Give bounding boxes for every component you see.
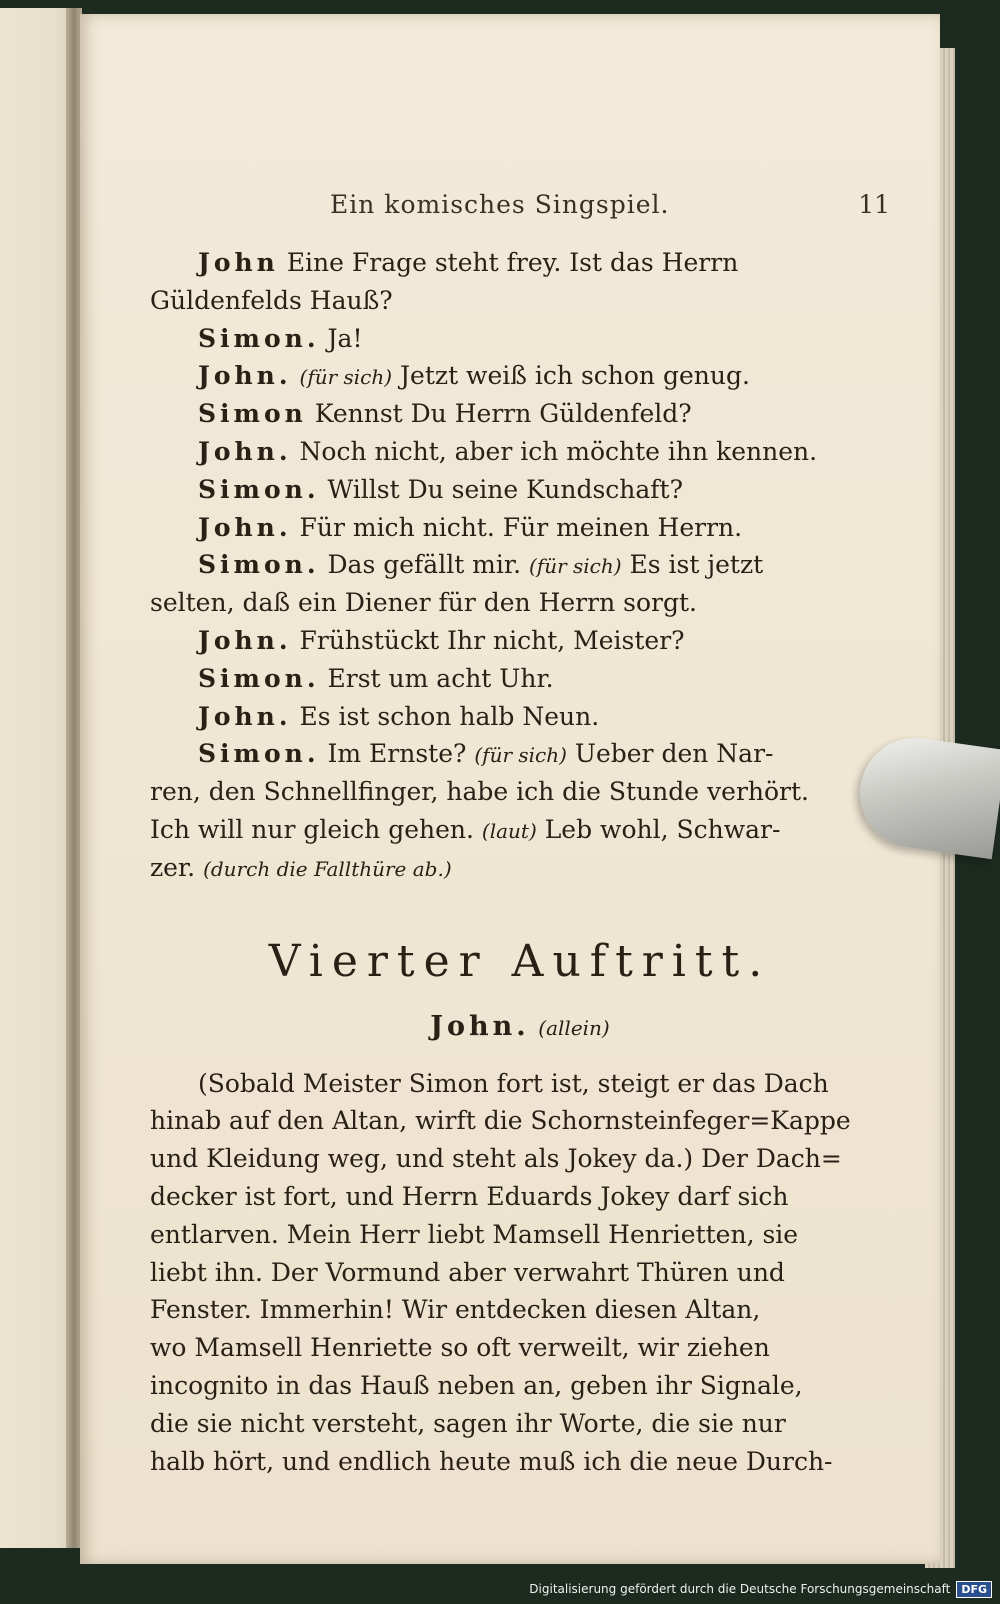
- line-text: Ich will nur gleich gehen.: [150, 814, 474, 844]
- speaker-name: Simon.: [198, 550, 320, 580]
- page-number: 11: [858, 190, 890, 219]
- stage-direction: (für sich): [474, 743, 567, 768]
- text-line: [150, 1443, 890, 1481]
- scene-direction: (allein): [538, 1015, 610, 1040]
- speaker-name: John.: [198, 361, 292, 391]
- line-text: incognito in das Hauß neben an, geben ihr Signale,: [150, 1370, 803, 1400]
- line-text: Noch nicht, aber ich möchte ihn kennen.: [299, 436, 818, 466]
- line-text: Es ist schon halb Neun.: [299, 701, 600, 731]
- line-text: wo Mamsell Henriette so oft verweilt, wir ziehen: [150, 1333, 770, 1363]
- text-line: [150, 1291, 890, 1329]
- running-title: Ein komisches Singspiel.: [330, 190, 670, 219]
- text-line: [150, 1140, 890, 1178]
- line-text: Leb wohl, Schwar-: [544, 814, 781, 844]
- text-line: [150, 357, 890, 395]
- line-text: Ja!: [327, 323, 363, 353]
- line-text: und Kleidung weg, und steht als Jokey da.) Der Dach=: [150, 1144, 842, 1174]
- text-line: [150, 1216, 890, 1254]
- text-line: [150, 509, 890, 547]
- line-text: ren, den Schnellfinger, habe ich die Stunde verhört.: [150, 777, 809, 807]
- text-line: [150, 282, 890, 320]
- dfg-logo-icon: DFG: [956, 1581, 992, 1598]
- scene-subheading: [150, 999, 890, 1055]
- text-line: [150, 433, 890, 471]
- text-line: [150, 395, 890, 433]
- speaker-name: Simon.: [198, 739, 320, 769]
- speaker-name: Simon.: [198, 663, 320, 693]
- text-line: [150, 660, 890, 698]
- text-line: [150, 1102, 890, 1140]
- text-line: [150, 622, 890, 660]
- line-text: Willst Du seine Kundschaft?: [327, 474, 684, 504]
- line-text: Güldenfelds Hauß?: [150, 285, 393, 315]
- line-text: selten, daß ein Diener für den Herrn sorgt.: [150, 588, 697, 618]
- line-text: Fenster. Immerhin! Wir entdecken diesen Altan,: [150, 1295, 761, 1325]
- line-text: hinab auf den Altan, wirft die Schornsteinfeger=Kappe: [150, 1106, 851, 1136]
- text-line: [150, 811, 890, 849]
- text-line: [150, 735, 890, 773]
- text-line: [150, 1367, 890, 1405]
- text-line: [150, 773, 890, 811]
- line-text: Frühstückt Ihr nicht, Meister?: [299, 625, 685, 655]
- line-text: Für mich nicht. Für meinen Herrn.: [299, 512, 743, 542]
- scene-heading: Vierter Auftritt.: [268, 935, 772, 987]
- speaker-name: Simon.: [198, 323, 320, 353]
- line-text: Ueber den Nar-: [574, 739, 774, 769]
- page-text: [150, 184, 890, 1480]
- speaker-name: Simon.: [198, 474, 320, 504]
- text-line: [150, 244, 890, 282]
- digitization-footer: [529, 1578, 992, 1600]
- speaker-name: John.: [198, 436, 292, 466]
- stage-direction: (laut): [481, 818, 537, 843]
- text-line: [150, 320, 890, 358]
- scene-speaker: John.: [430, 1010, 530, 1042]
- line-text: Jetzt weiß ich schon genug.: [400, 361, 750, 391]
- line-text: Kennst Du Herrn Güldenfeld?: [314, 399, 692, 429]
- line-text: Erst um acht Uhr.: [327, 663, 554, 693]
- text-line: [150, 584, 890, 622]
- line-text: zer.: [150, 852, 196, 882]
- line-text: liebt ihn. Der Vormund aber verwahrt Thüren und: [150, 1257, 785, 1287]
- line-text: halb hört, und endlich heute muß ich die neue Durch-: [150, 1446, 833, 1476]
- text-line: [150, 471, 890, 509]
- running-head: [150, 184, 890, 244]
- line-text: Im Ernste?: [327, 739, 467, 769]
- footer-text: Digitalisierung gefördert durch die Deutsche Forschungsgemeinschaft: [529, 1582, 951, 1596]
- text-line: [150, 1254, 890, 1292]
- line-text: Eine Frage steht frey. Ist das Herrn: [286, 248, 739, 277]
- line-text: (Sobald Meister Simon fort ist, steigt er das Dach: [198, 1068, 829, 1098]
- speaker-name: John.: [198, 625, 292, 655]
- text-line: [150, 849, 890, 887]
- line-text: Es ist jetzt: [629, 550, 764, 580]
- stage-direction: (für sich): [529, 554, 622, 579]
- line-text: Das gefällt mir.: [327, 550, 522, 580]
- line-text: decker ist fort, und Herrn Eduards Jokey darf sich: [150, 1181, 789, 1211]
- text-line: [150, 1178, 890, 1216]
- line-text: die sie nicht versteht, sagen ihr Worte, die sie nur: [150, 1408, 786, 1438]
- stage-direction: (durch die Fallthüre ab.): [203, 856, 452, 881]
- stage-direction: (für sich): [299, 365, 393, 390]
- text-line: [150, 698, 890, 736]
- monologue-block: [150, 1065, 890, 1481]
- speaker-name: John.: [198, 701, 292, 731]
- line-text: entlarven. Mein Herr liebt Mamsell Henrietten, sie: [150, 1219, 799, 1249]
- speaker-name: John: [198, 248, 279, 277]
- book-page: [80, 14, 940, 1564]
- text-line: [150, 1329, 890, 1367]
- speaker-name: John.: [198, 512, 292, 542]
- text-line: [150, 1065, 890, 1103]
- text-line: [150, 1405, 890, 1443]
- dialogue-block: [150, 244, 890, 887]
- speaker-name: Simon: [198, 399, 307, 429]
- text-line: [150, 546, 890, 584]
